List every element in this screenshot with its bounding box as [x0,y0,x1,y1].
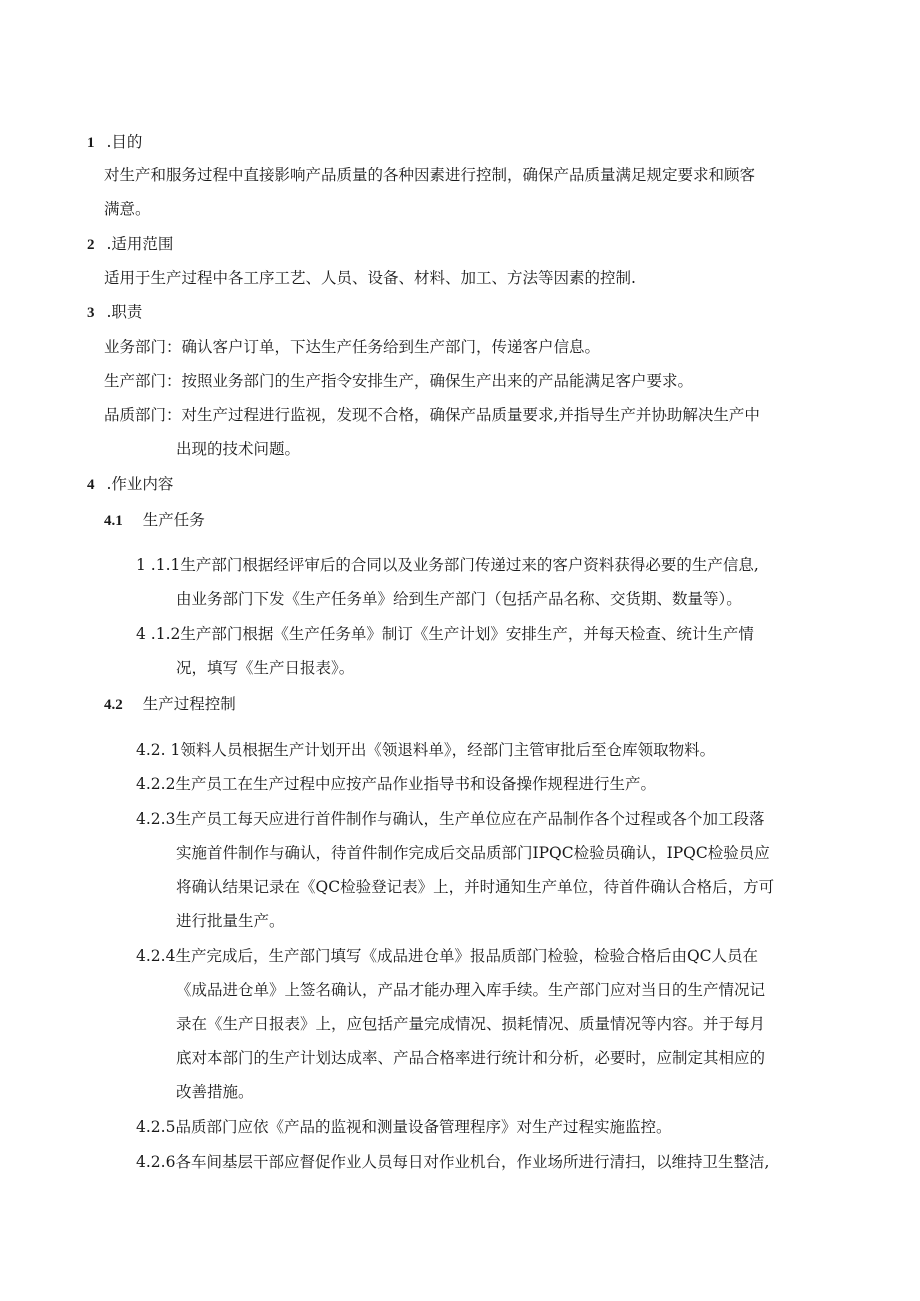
control-item-3-line-4: 进行批量生产。 [176,912,285,930]
heading-1 [87,132,142,153]
subheading-4-2-title: 生产过程控制 [142,695,236,713]
heading-2-title: .适用范围 [106,235,174,253]
heading-3 [87,302,142,323]
subheading-4-1-number: 4.1 [104,513,123,529]
control-item-4-line-1: 4.2.4生产完成后，生产部门填写《成品进仓单》报品质部门检验，检验合格后由QC人员在 [136,947,759,965]
control-item-5: 4.2.5品质部门应依《产品的监视和测量设备管理程序》对生产过程实施监控。 [136,1118,672,1136]
control-item-6: 4.2.6各车间基层干部应督促作业人员每日对作业机台，作业场所进行清扫，以维持卫生整洁, [136,1153,770,1171]
duty-production: 生产部门：按照业务部门的生产指令安排生产，确保生产出来的产品能满足客户要求。 [104,372,694,390]
control-item-3-line-1: 4.2.3生产员工每天应进行首件制作与确认，生产单位应在产品制作各个过程或各个加工段落 [136,810,765,828]
control-item-3-line-2: 实施首件制作与确认，待首件制作完成后交品质部门IPQC检验员确认，IPQC检验员应 [176,844,770,862]
duty-quality-line-2: 出现的技术问题。 [176,440,301,458]
heading-3-number: 3 [87,305,95,321]
control-item-2: 4.2.2生产员工在生产过程中应按产品作业指导书和设备操作规程进行生产。 [136,775,656,793]
purpose-text-line-1: 对生产和服务过程中直接影响产品质量的各种因素进行控制，确保产品质量满足规定要求和顾客 [104,166,756,184]
heading-2 [87,234,173,255]
control-item-4-line-4: 底对本部门的生产计划达成率、产品合格率进行统计和分析，必要时，应制定其相应的 [176,1049,766,1067]
heading-2-number: 2 [87,237,95,253]
control-item-1: 4.2. 1领料人员根据生产计划开出《领退料单》，经部门主管审批后至仓库领取物料。 [136,741,716,759]
control-item-4-line-2: 《成品进仓单》上签名确认，产品才能办理入库手续。生产部门应对当日的生产情况记 [176,981,766,999]
subheading-4-1-title: 生产任务 [142,511,205,529]
task-item-2-line-1: 4 .1.2生产部门根据《生产任务单》制订《生产计划》安排生产，并每天检查、统计生产情 [136,625,754,643]
duty-quality-line-1: 品质部门：对生产过程进行监视，发现不合格，确保产品质量要求,并指导生产并协助解决生产中 [104,406,760,424]
control-item-4-line-3: 录在《生产日报表》上，应包括产量完成情况、损耗情况、质量情况等内容。并于每月 [176,1015,766,1033]
heading-4 [87,474,173,495]
task-item-1-line-2: 由业务部门下发《生产任务单》给到生产部门（包括产品名称、交货期、数量等）。 [176,590,742,608]
purpose-text-line-2: 满意。 [104,200,151,218]
scope-text: 适用于生产过程中各工序工艺、人员、设备、材料、加工、方法等因素的控制. [104,269,636,287]
control-item-4-line-5: 改善措施。 [176,1083,254,1101]
heading-4-title: .作业内容 [106,475,174,493]
subheading-4-2-number: 4.2 [104,697,123,713]
task-item-1-line-1: 1 .1.1生产部门根据经评审后的合同以及业务部门传递过来的客户资料获得必要的生产信息, [136,556,759,574]
heading-1-number: 1 [87,135,95,151]
task-item-2-line-2: 况，填写《生产日报表》。 [176,659,355,677]
heading-1-title: .目的 [106,133,143,151]
subheading-4-2 [104,694,236,715]
heading-4-number: 4 [87,477,95,493]
duty-business: 业务部门：确认客户订单，下达生产任务给到生产部门，传递客户信息。 [104,338,601,356]
subheading-4-1 [104,510,205,531]
control-item-3-line-3: 将确认结果记录在《QC检验登记表》上，并时通知生产单位，待首件确认合格后，方可 [176,878,775,896]
heading-3-title: .职责 [106,303,143,321]
